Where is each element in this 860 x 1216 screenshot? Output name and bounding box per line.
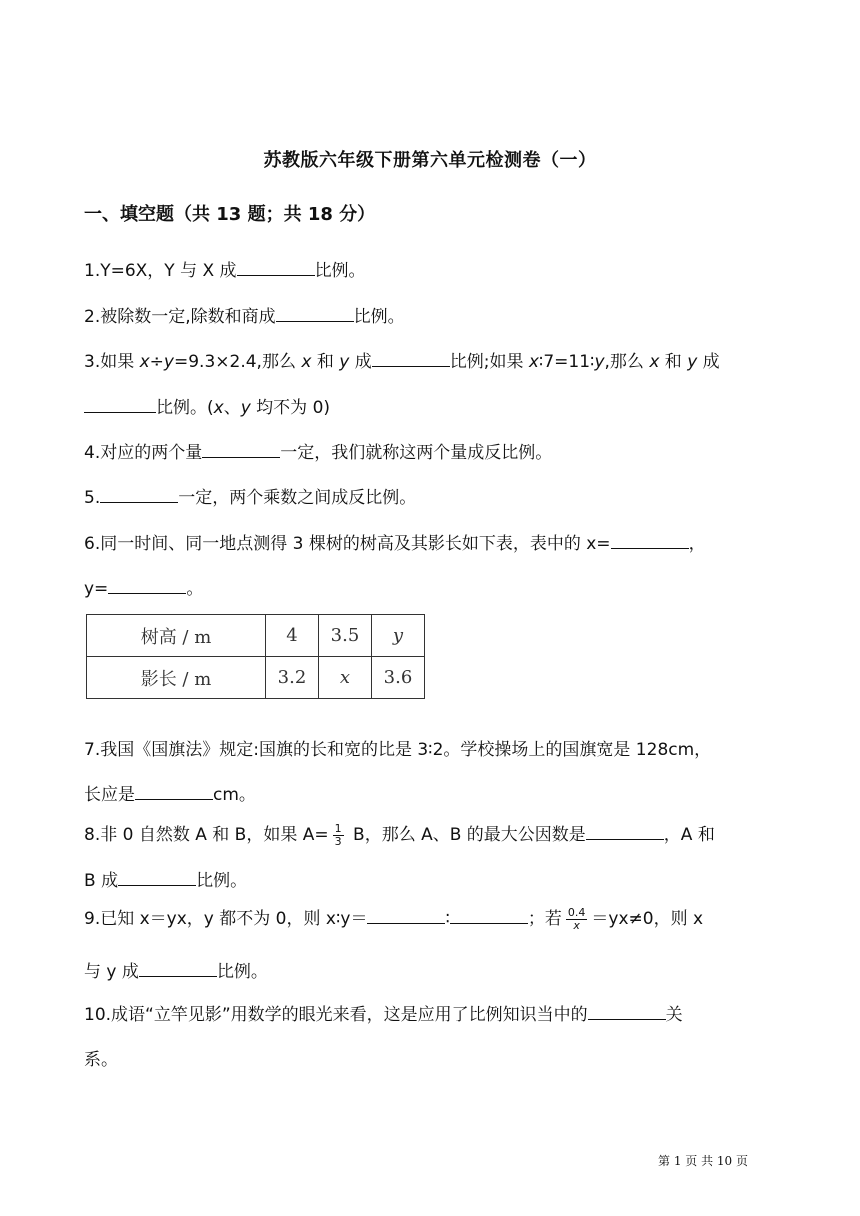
table-row <box>87 657 425 699</box>
variable: x <box>649 352 660 372</box>
table-cell: y <box>372 615 425 657</box>
question-text: 系。 <box>84 1050 118 1070</box>
fraction-numerator: 1 <box>334 821 342 835</box>
answer-blank[interactable] <box>586 822 664 840</box>
question-text: ＝yx≠0，则 x <box>591 909 704 929</box>
table-cell: 3.2 <box>266 657 319 699</box>
question-text: 比例。 <box>196 871 248 891</box>
page-title: 苏教版六年级下册第六单元检测卷（一） <box>263 150 597 171</box>
question-text: y= <box>84 579 109 599</box>
question-text: 、 <box>223 398 241 418</box>
fraction-denominator: x <box>573 918 580 932</box>
section-heading: 一、填空题（共 13 题；共 18 分） <box>84 204 376 225</box>
fraction <box>566 907 588 932</box>
question-text: 均不为 0) <box>250 398 331 418</box>
question-text: 一定，我们就称这两个量成反比例。 <box>280 443 553 463</box>
question-8-line-2 <box>84 866 247 891</box>
variable: x <box>301 352 312 372</box>
table-cell: 树高 / m <box>87 615 266 657</box>
question-10-line-2 <box>84 1045 118 1070</box>
question-7-line-1 <box>84 735 711 760</box>
variable: y <box>339 352 350 372</box>
question-8-line-1 <box>84 820 715 848</box>
question-text: ∶ <box>445 909 450 929</box>
answer-blank[interactable] <box>588 1002 666 1020</box>
question-text: 。 <box>186 579 204 599</box>
question-text: ；若 <box>527 909 562 929</box>
table-cell: 3.5 <box>319 615 372 657</box>
answer-blank[interactable] <box>450 906 528 924</box>
question-text: 成 <box>349 352 372 372</box>
table-cell: x <box>319 657 372 699</box>
question-9-line-1 <box>84 904 703 932</box>
question-text: 3.如果 <box>84 352 140 372</box>
question-text: ,那么 <box>604 352 650 372</box>
question-text: 比例。 <box>314 261 366 281</box>
question-text: 一定，两个乘数之间成反比例。 <box>178 488 417 508</box>
question-text: 1.Y=6X，Y 与 X 成 <box>84 261 237 281</box>
fraction <box>333 823 344 848</box>
question-text: cm。 <box>213 785 256 805</box>
tree-shadow-table <box>86 614 425 699</box>
table-cell: 3.6 <box>372 657 425 699</box>
question-text: 10.成语“立竿见影”用数学的眼光来看，这是应用了比例知识当中的 <box>84 1005 588 1025</box>
question-text: B 成 <box>84 871 119 891</box>
answer-blank[interactable] <box>84 395 156 413</box>
question-text: 2.被除数一定,除数和商成 <box>84 307 276 327</box>
question-1 <box>84 256 366 281</box>
question-text: 5. <box>84 488 101 508</box>
question-text: 7.我国《国旗法》规定:国旗的长和宽的比是 3∶2。学校操场上的国旗宽是 128cm， <box>84 740 712 760</box>
answer-blank[interactable] <box>611 531 689 549</box>
question-text: 8.非 0 自然数 A 和 B，如果 A= <box>84 825 329 845</box>
question-text: 比例。( <box>156 398 214 418</box>
variable: x <box>213 398 224 418</box>
fraction-numerator: 0.4 <box>567 905 586 919</box>
question-text: 长应是 <box>84 785 135 805</box>
question-text: 成 <box>697 352 720 372</box>
question-text: ∶7=11∶ <box>538 352 595 372</box>
question-10-line-1 <box>84 1000 683 1025</box>
question-text: 和 <box>659 352 688 372</box>
question-9-line-2 <box>84 957 268 982</box>
fraction-denominator: 3 <box>334 834 342 848</box>
answer-blank[interactable] <box>135 782 213 800</box>
question-5 <box>84 483 416 508</box>
variable: y <box>687 352 698 372</box>
table-row <box>87 615 425 657</box>
answer-blank[interactable] <box>118 868 196 886</box>
question-text: 和 <box>311 352 340 372</box>
question-6-line-2 <box>84 574 203 599</box>
question-7-line-2 <box>84 780 256 805</box>
question-2 <box>84 302 405 327</box>
answer-blank[interactable] <box>139 959 217 977</box>
variable: y <box>240 398 251 418</box>
answer-blank[interactable] <box>372 349 450 367</box>
variable: x <box>528 352 539 372</box>
answer-blank[interactable] <box>100 485 178 503</box>
answer-blank[interactable] <box>202 440 280 458</box>
variable: x÷y <box>139 352 174 372</box>
question-text: =9.3×2.4,那么 <box>174 352 302 372</box>
variable: y <box>594 352 605 372</box>
question-text: 比例。 <box>216 962 268 982</box>
question-text: B，那么 A、B 的最大公因数是 <box>347 825 586 845</box>
question-text: 6.同一时间、同一地点测得 3 棵树的树高及其影长如下表，表中的 x= <box>84 534 611 554</box>
table-cell: 影长 / m <box>87 657 266 699</box>
question-text: 关 <box>665 1005 683 1025</box>
table-cell: 4 <box>266 615 319 657</box>
question-text: ，A 和 <box>663 825 715 845</box>
answer-blank[interactable] <box>276 304 354 322</box>
page-footer: 第 1 页 共 10 页 <box>658 1154 748 1168</box>
answer-blank[interactable] <box>237 258 315 276</box>
question-3-line-2 <box>84 393 330 418</box>
answer-blank[interactable] <box>108 576 186 594</box>
question-text: 比例;如果 <box>449 352 529 372</box>
question-4 <box>84 438 552 463</box>
question-text: 9.已知 x＝yx，y 都不为 0，则 x∶y＝ <box>84 909 368 929</box>
question-text: 比例。 <box>353 307 405 327</box>
question-text: 4.对应的两个量 <box>84 443 203 463</box>
question-6-line-1 <box>84 529 706 554</box>
question-text: ， <box>688 534 706 554</box>
question-3-line-1 <box>84 347 720 372</box>
answer-blank[interactable] <box>367 906 445 924</box>
question-text: 与 y 成 <box>84 962 139 982</box>
